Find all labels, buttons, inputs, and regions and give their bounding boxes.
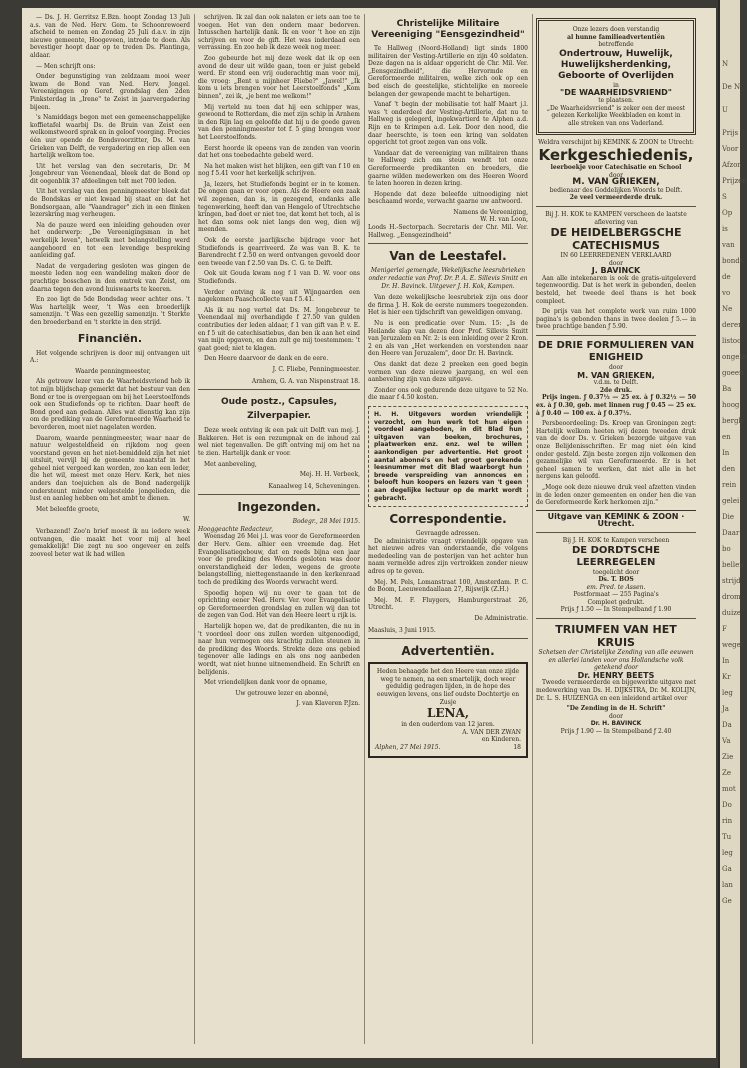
paragraph: Ons dankt dat deze 2 preeken een goed begin vormen van deze nieuwe jaargang, en wel een aanbeveling zijn van deze uitgave. [368, 361, 528, 384]
signature: De Administratie. [474, 615, 528, 623]
paragraph: Woensdag 26 Mei j.l. was voor de Gereformeerden der Herv. Gem. alhier een vreemde dag. Het Evangelisatiegebouw, dat en reeds bijna een jaar voor de prediking des Woords gesloten was door onverstandigheid der leden, wegens de groote belangstelling, niettegenstaande in den kerkenraad toch de prediking des Woords verwacht werd. [198, 533, 360, 587]
paragraph: Zonder ons ook gedurende deze uitgave te 52 No. die maar f 4.50 kosten. [368, 386, 528, 402]
adjacent-page-fragment: U [722, 106, 728, 114]
paragraph: Verbazend! Zoo'n brief moest ik nu iedere week ontvangen, die maakt het voor mij al heel gemakkelijk! Die zegt nu soo ongeveer en zelfs zooveel beter wat ik had willen [30, 528, 190, 558]
ad-title: DE DRIE FORMULIEREN VAN ENIGHEID [537, 340, 695, 364]
section-heading-correspondentie: Correspondentie. [389, 512, 507, 527]
paragraph: Te Hallweg (Noord-Holland) ligt sinds 1800 militairen der Vesting-Artillerie en zijn 40 soldaten. Deze dagen na is aldaar opgericht de Chr. Mil. Ver. „Eensgezindheid", die Hervormde en Gereformeerde militairen, welke zich ook op een bed eisch de geestelijke, stichtelijke en moreele belangen der gewapende macht te behartigen. [368, 45, 528, 98]
adjacent-page-fragment: Do [722, 801, 732, 809]
ad-author: Ds. T. BOS [598, 576, 634, 584]
paragraph: Verder ontving ik nog uit Wijngaarden een nagekomen Paaschcollecte van f 5.41. [198, 288, 360, 304]
column-4-advertisements [536, 14, 696, 1050]
catechismus-ad [536, 211, 696, 331]
ad-text: em. Pred. te Assen. [586, 583, 646, 591]
ad-title: DE DORDTSCHE LEERREGELEN [572, 544, 660, 568]
section-heading-financien: Financiën. [77, 331, 143, 345]
paragraph: Van deze wekelijksche leesrubriek zijn ons door de firma J. H. Kok de eerste nummers toegezonden. Het is hier een tijdschrift van geweldigen omvang. [368, 294, 528, 317]
paragraph: Met vriendelijken dank voor de opname, [204, 679, 328, 687]
paragraph: Zoo gebeurde het mij deze week dat ik op een avond de deur uit wilde gaan, toen er juist gebeld werd. Er stond een vrij ouderachtig man voor mij, die vroeg: „Bent u mijnheer Fliebe?" „Jawel!" „Ik kom u iets brengen voor het Leerstoelfonds" „Kom binnen", zei ik, „je bent me welkom!" [198, 54, 360, 100]
adjacent-page-fragment: goeen [722, 369, 744, 377]
column-rule [364, 14, 365, 1044]
ad-author: M. VAN GRIEKEN, [577, 370, 655, 380]
paragraph: Waarde penningmeester, [75, 367, 151, 375]
adjacent-page-fragment: In [722, 449, 730, 457]
ad-text: door [609, 364, 623, 372]
announcement-footer [375, 744, 521, 752]
adjacent-page-fragment: Va [722, 737, 731, 745]
signature: J. C. Fliebe, Penningmeester. [272, 365, 360, 373]
date-line: Maasluis, 3 Juni 1915. [368, 626, 436, 634]
ad-review: „Moge ook deze nieuwe druk veel afzetten vinden in de leden onzer gemeenten en onder hen die van de Gereformeerde Kerk herkomen zijn." [536, 483, 696, 507]
column-1 [30, 14, 190, 1050]
signature-details: Loods H.-Sectorpach. Secretaris der Chr. Mil. Ver. Hallweg. „Eensgezindheid" [368, 224, 528, 239]
ad-title: DE HEIDELBERGSCHE CATECHISMUS [550, 226, 682, 253]
ad-paper-name: "DE WAARHEIDSVRIEND" [560, 88, 672, 98]
adjacent-page-fragment: S [722, 193, 727, 201]
ad-subtitle: leerboekje voor Catechisatie en School [550, 163, 682, 171]
adjacent-page-fragment: Ne [722, 305, 733, 313]
adjacent-page-fragment: Die [722, 513, 734, 521]
adjacent-page-fragment: Op [722, 209, 733, 217]
paragraph: Daarom, waarde penningmeester, waar naar de natuur welgesteldheid en rijkdom nog geen voorstand geven en het niet-bemiddeld zijn het niet uitsluit, vervijl bij de gemeente maatstaf in het geheel niet vergoed kan worden, zoo kan een leder, die het wil, meest met onze Herv. Kerk, het nies anders dan toejuichen als de Bond nadergelijk ondersteunt minder welgestelde jongelieden, die lust en aanleg hebben om het ambt te dienen. [30, 434, 190, 503]
announcement-age: in den ouderdom van 12 jaren. [401, 721, 495, 729]
adjacent-page-fragment: Da [722, 721, 732, 729]
section-heading-leestafel: Van de Leestafel. [389, 249, 507, 264]
announcement-signer-family: en Kinderen. [481, 736, 521, 744]
adjacent-page-fragment: De N [722, 83, 741, 91]
divider [536, 206, 696, 207]
section-heading-advertentien: Advertentiën. [401, 644, 495, 659]
ad-text: "De Zending in de H. Schrift" [566, 705, 666, 713]
paragraph: Mij verteld nu toen dat hij een schipper was, gewoond te Rotterdam, die met zijn schip in Arnhem in den Rijn lag en geloofde dat hij u de goede gaven van den penningmeester tot f. 5 ging brengen voor het Leerstoelfonds. [198, 103, 360, 141]
signature: J. van Klaveren P.Jzn. [296, 700, 360, 708]
paragraph: Met aanbeveling, [204, 460, 257, 468]
section-heading-militaire: Christelijke Militaire Vereeniging "Eensgezindheid" [371, 19, 525, 40]
adjacent-page-fragment: rein [722, 481, 737, 489]
ad-text: te plaatsen. [598, 96, 634, 104]
column-rule [194, 14, 195, 1044]
adjacent-page-fragment: Prijs [722, 129, 739, 137]
paragraph: Spoedig hopen wij nu over te gaan tot de oprichting eener Ned. Herv. Ver. voor Evangelisatie op Gereformeerden grondslag en zullen wij dan tot de zegen van God. Het van den Heere leert u rijk is. [198, 589, 360, 620]
paragraph: De administratie vraagt vriendelijk opgave van het nieuwe adres van onderstaande, die volgens mededeeling van de posterijen van het achter hun naam vermelde adres zijn vertrokken zonder nieuw adres op te geven. [368, 537, 528, 576]
paragraph: Na het maken wist het blijken, een gift van f 10 en nog f 5.41 voor het kerkelijk schrijven. [198, 162, 360, 178]
ad-text: door [609, 171, 623, 179]
adjacent-page-edge [718, 0, 747, 1068]
adjacent-page-fragment: listoc [722, 337, 742, 345]
announcement-number: 18 [513, 743, 521, 751]
divider [368, 243, 528, 244]
ad-text: „De Waarheidsvriend" is zeker een der meest gelezen Kerkelijke Weekbladen en komt in alle streken van ons Vaderland. [546, 104, 686, 127]
adjacent-page-fragment: vo [722, 289, 731, 297]
ad-text: Bij J. H. KOK te Kampen verscheen [562, 536, 670, 544]
leerregelen-ad [536, 537, 696, 614]
section-heading-ingezonden: Ingezonden. [237, 500, 321, 515]
ad-text: v.d.m. te Delft. [593, 379, 639, 387]
ad-text: Bij J. H. KOK te KAMPEN verscheen de laatste aflevering van [545, 210, 687, 226]
adjacent-page-fragment: bonds [722, 257, 744, 265]
adjacent-page-fragment: deren [722, 321, 743, 329]
paragraph: Eerst hoorde ik opeens van de zenden van voorin dat het ons toebedachte gebeld werd. [198, 144, 360, 160]
news-item: Onder begunstiging van zeldzaam mooi weer kwam de Bond van Ned. Herv. Jongel. Vereenigingen op Geref. grondslag den 2den Pinksterdag in „Irene" te Zeist in jaarvergadering bijeen. [30, 73, 190, 111]
paragraph: Ook uit Gouda kwam nog f 1 van D. W. voor ons Studiefonds. [198, 270, 360, 285]
ad-text: door [609, 259, 623, 267]
ad-author: Dr. HENRY BEETS [577, 670, 655, 680]
paragraph: Ook de eerste jaarlijksche bijdrage voor het Studiefonds is gearriveerd. Ze was van B. K. te Barendrecht f 2.50 en werd ontvangen gevoeld door een tweede van f 2.50 van Ds. C. G. te Delft. [198, 237, 360, 267]
book-description: Menigerlei gemengde, Wekelijksche leesrubrieken onder redactie van Prof. Dr. P. A. E. Sillevis Smitt en Dr. H. Bavinck. Uitgever J. H. Kok, Kampen. [368, 267, 528, 291]
paragraph: Het volgende schrijven is door mij ontvangen uit A.: [30, 349, 190, 365]
ad-text: Postformaat — 255 Pagina's [573, 591, 659, 599]
letter-salutation: Hooggeachte Redacteur, [198, 525, 274, 533]
adjacent-page-fragment: bo [722, 545, 731, 553]
divider [198, 389, 360, 390]
signature-address: Kanaalweg 14, Scheveningen. [268, 482, 360, 490]
paragraph: Mej. M. F. Fluygers, Hamburgerstraat 26, Utrecht. [368, 596, 528, 612]
adjacent-page-fragment: lan [722, 881, 733, 889]
paragraph: Hartelijk hopen we, dat de predikanten, die nu in 't voordeel door ons zullen worden uitgenoodigd, naar hun vermogen ons krachtig zullen steunen in de prediking des Woords. Strekte deze ons gebied tegenover alle ladings en als ons nog aanbeden wordt, wat niet hunne uitnemendheid. En Schrift en belijdenis. [198, 623, 360, 676]
adjacent-page-fragment: is [722, 225, 728, 233]
adjacent-page-fragment: mot [722, 785, 736, 793]
kerkgeschiedenis-ad [536, 139, 696, 202]
paragraph: Vandaar dat de vereeniging van militairen thans te Hallweg zich om steun wendt tot onze Gereformeerde predikanten en broeders, die gaarne wilden medewerken om des Heeren Woord te laten hooren in dezen kring. [368, 149, 528, 188]
death-announcement [368, 662, 528, 757]
ad-text: toegelicht door [592, 568, 640, 576]
adjacent-page-fragment: bergh [722, 417, 743, 425]
ad-highlight: Ondertrouw, Huwelijk, Huwelijksherdenking, Geboorte of Overlijden [558, 48, 674, 81]
adjacent-page-fragment: In [722, 657, 730, 665]
ad-text: betreffende [598, 41, 634, 49]
ad-author: Dr. H. BAVINCK [590, 720, 642, 728]
ad-text: bedienaar des Goddelijken Woords te Delft. [549, 186, 683, 194]
adjacent-page-fragment: Voor [722, 145, 739, 153]
paragraph: Uw getrouwe lezer en abonné, [235, 689, 329, 697]
ad-text: Onze lezers doen verstandig [572, 26, 660, 33]
ad-review: Persbeoordeeling: Ds. Kroep van Groningen zegt: Hartelijk welkom heeten wij dezen tweeden druk van de door Ds. v. Grieken bezorgde uitgave van onze Belijdenisschriften. Er mag niet één kind onder gesteld. Zijn beste zorgen zijn volkomen den gezamelijke wil van Gereformeerde. Er is het geheel samen te werken, dat niet alle in het nergens kan geloofd. [536, 420, 696, 481]
ad-text: al hunne familieadvertentiën [567, 33, 665, 41]
adjacent-page-fragment: hoog [722, 401, 740, 409]
adjacent-page-fragment: Kr [722, 673, 731, 681]
adjacent-page-fragment: en [722, 433, 731, 441]
adjacent-page-fragment: Ga [722, 865, 732, 873]
ad-price: Prijs ƒ 1.90 — In Stempelband ƒ 2.40 [560, 728, 672, 735]
adjacent-page-fragment: Prijzen [722, 177, 747, 185]
triumfen-ad [536, 623, 696, 736]
publisher-notice-box: H. H. Uitgevers worden vriendelijk verzocht, om hun werk tot hun eigen voordeel aangeboden, in dit Blad hun uitgaven van boeken, brochures, plaatwerken enz. enz. wel te willen aankondigen per advertentie. Het groot aantal abonné's en het groot gerekende leesnummer met dit Blad waarborgt hun breede verspreiding van annonces en belooft hun koopers en lezers van 't geen aan degelijke lectuur op de markt wordt gebracht. [368, 406, 528, 507]
ad-edition: 2e veel vermeerderde druk. [569, 194, 663, 202]
ad-text: door [609, 712, 623, 720]
paragraph: Nu is een predicatie over Num. 15: „Is de Heilande slap van dezen door Prof. Sillevis Smitt van Jeruzalem en Nr. 2: is een inleiding over 2 Kron. 2 en als van „Het werkenden en vorstenden naar den Heere van Jeruzalem", door Dr. H. Bavinck. [368, 320, 528, 358]
adjacent-page-fragment: Tu [722, 833, 732, 841]
adjacent-page-fragment: Ze [722, 769, 732, 777]
adjacent-page-fragment: leg [722, 689, 733, 697]
ad-author: J. BAVINCK [591, 266, 641, 276]
signature: W. H. van Loon, [480, 216, 528, 224]
news-item: 's Namiddags begon met een gemeenschappelijke koffietafel waarbij Ds. de Bruin van Zeist een welkomstwoord sprak en in geloof voorging. Precies één uur opende de Bondsvoorzitter, Ds. M. van Grieken van Delft, de vergadering en riep allen een hartelijk welkom toe. [30, 114, 190, 160]
adjacent-page-fragment: rin [722, 817, 733, 825]
signature: Namens de Vereeniging, [453, 208, 528, 216]
adjacent-page-fragment: Ja [722, 705, 729, 713]
paragraph: Als getrouw lezer van de Waarheidsvriend heb ik tot mijn blijdschap gemerkt dat het bestuur van den Bond er toe is overgegaan om bij het Leerstoelfonds ook een Studiefonds op te richten. Daar heeft de Bond goed aan gedaan. Alles wat dienstig kan zijn om de prediking van de Gereformeerde Waarheid te bevorderen, moet niet nagelaten worden. [30, 378, 190, 431]
news-item: Uit het verslag van den penningmeester bleek dat de Bondskas er niet kwaad bij staat en dat het Bondsorgaan, alle "Vaandrager" zich in een flinken lezerskring mag verheugen. [30, 188, 190, 219]
adjacent-page-fragment: de [722, 273, 731, 281]
paragraph: schrijven. Ik zal dan ook nalaten er iets aan toe te voegen. Het van den ondern maar bedorven. Intusschen hartelijk dank. Ik en voor 't hoe en zijn schrijven en voor de gift. Het was inderdaad een verrassing. En zoo heb ik deze week nog meer. [198, 14, 360, 52]
paragraph: Ja, lezers, het Studiefonds begint er in te komen. De ongen gaan er voor open. Als de Heere een zaak wil zegenen, dan is, in gezegend, endanks alle tegenwerking, heeft dan van Hengelo of Utrechtsche kringen, bad doet er niet toe, dat komt het toch, al is het dan soms ook niet langs den weg, dien wij meenden. [198, 180, 360, 234]
column-2 [198, 14, 360, 1050]
adjacent-page-fragment: Zie [722, 753, 734, 761]
waarheidsvriend-ad [536, 18, 696, 135]
adjacent-page-fragment: drom [722, 593, 741, 601]
ad-text: Compleet gedrukt. [587, 598, 645, 606]
formulieren-ad [536, 340, 696, 528]
column-3 [368, 14, 528, 1050]
announcement-date: Alphen, 27 Mei 1915. [375, 743, 441, 751]
adjacent-page-fragment: Ba [722, 385, 732, 393]
paragraph: Deze week ontving ik een pak uit Delft van mej. J. Bakkeren. Het is een rezumpnak en de inhoud zal wel niet tegenvallen. De gift ontving mij om het na te zien. Hartelijk dank er voor. [198, 427, 360, 457]
ad-publisher: Uitgave van KEMINK & ZOON · Utrecht. [536, 510, 696, 528]
adjacent-page-fragment: wegel [722, 641, 743, 649]
ad-price: De prijs van het complete werk van ruim 1000 pagina's is gebonden thans in twee deelen ƒ 5.— in twee prachtige banden ƒ 5.90. [536, 308, 696, 331]
divider [198, 494, 360, 495]
column-rule [532, 14, 533, 1044]
paragraph: Als ik nu nog vertel dat Ds. M. Jongebreur te Veenendaal mij overhandigde f 27.50 van gulden contributies der leden aldaar, f 1 van gift van P. v. E. en f 5 uit de catechisatiebus, dan ben ik aan het eind van mijn opgaven, en dan zult ge mij toestemmen: 't gaat goed; niet te klagen. [198, 306, 360, 352]
paragraph: Met beleefde groete, [36, 505, 100, 513]
signature: W. [182, 516, 190, 524]
divider [536, 335, 696, 336]
adjacent-page-fragment: N [722, 60, 729, 68]
adjacent-page-fragment: F [722, 625, 727, 633]
adjacent-page-fragment: bellen [722, 561, 744, 569]
adjacent-page-fragment: den [722, 465, 736, 473]
adjacent-page-fragment: gelei [722, 497, 740, 505]
ad-text: Tweede vermeerderde en bijgewerkte uitgave met medewerking van Ds. H. DIJKSTRA, Dr. M. KOLIJN, Dr. L. S. HUIZENGA en een inleidend artikel over [536, 679, 696, 702]
announcement-text: Heden behaagde het den Heere van onze zijde weg te nemen, na een smartelijk, doch weer geduldig gedragen lijden, in de hope des eeuwigen levens, ons lief oudste Dochtertje en Zusje [376, 668, 520, 706]
paragraph: Den Heere daarvoor de dank en de eere. [204, 355, 329, 363]
adjacent-page-fragment: strijd [722, 577, 741, 585]
section-heading-postzegels: Oude postz., Capsules, Zilverpapier. [220, 397, 338, 422]
adjacent-page-fragment: Daar [722, 529, 740, 537]
ad-price: Prijs ingen. ƒ 0.37½ — 25 ex. à ƒ 0.32½ — 50 ex. à ƒ 0.30, geb. met linnen rug ƒ 0.45 — 25 ex. à ƒ 0.40 — 100 ex. à ƒ 0.37½. [536, 394, 696, 417]
adjacent-page-fragment: leg [722, 849, 733, 857]
signature-address: Arnhem, G. A. van Nispenstraat 18. [251, 377, 360, 385]
ad-title: Kerkgeschiedenis, [538, 145, 694, 164]
adjacent-page-fragment: ongelo [722, 353, 746, 361]
announcement-signer: A. VAN DER ZWAN [462, 728, 521, 736]
ad-text: Aan alle intekenaren is ook de gratis-uitgeleverd tegenwoordig. Dat is het werk in gebonden, deelen besteld, het tweede deel thans is het boek compleet. [536, 274, 696, 305]
news-item: En zoo ligt de 5de Bondsdag weer achter ons. 't Was hartelijk weer, 't Was een broederlijk samenzijn. 't Was een gezellig samenzijn. 't Sterkte den broederband en 't sterkte in den strijd. [30, 296, 190, 326]
adjacent-page-text [720, 60, 747, 906]
adjacent-page-fragment: duize [722, 609, 742, 617]
letter-date: Bodegr., 28 Mei 1915. [292, 518, 360, 526]
ad-text: Weldra verschijnt bij KEMINK & ZOON te Utrecht: [538, 139, 694, 147]
ad-edition: 2de druk. [599, 386, 633, 394]
ad-subtitle: IN 60 LEERREDENEN VERKLAARD [560, 252, 672, 260]
ad-price: Prijs ƒ 1.50 — In Stempelband ƒ 1.90 [560, 606, 672, 614]
ad-subtitle: Schetsen der Christelijke Zending van alle eeuwen en allerlei landen voor ons Hollandsche volk getekend door [538, 649, 694, 672]
subheading: Gevraagde adressen. [415, 530, 481, 538]
news-item: — Ds. J. H. Gerritsz E.Bzn. hoopt Zondag 13 Juli a.s. van de Ned. Herv. Gem. te Schoonrewoerd afscheid te nemen en Zondag 25 Juli d.a.v. in zijn nieuwe gemeente, Hoogeveen, intrede te doen. Als bevestiger hoopt daar op te treden Ds. Plantinga, aldaar. [30, 14, 190, 59]
news-item: Nadat de vergadering gesloten was gingen de meeste leden nog een wandeling maken door de prachtige bosschen in den omtrek van Zeist, om daarna tegen den avond huiswaarts te keeren. [30, 262, 190, 293]
ad-text: in [613, 81, 619, 89]
news-item: Na de pauze werd een inleiding gehouden over het onderwerp: „De Vereenigingsman in het werkelijk leven", hetwelk met belangstelling werd aangehoord en tot een levendige bespreking aanleiding gaf. [30, 221, 190, 260]
signature: Mej. H. H. Verbeek, [299, 471, 360, 479]
paragraph: Vanaf 't begin der mobilisatie tot half Maart j.l. was 't onderdeel der Vesting-Artillerie, dat nu te Hallweg is gelegerd, ingekwartierd te Alphen a.d. Rijn en te Krimpen a.d. Lek. Door den nood, die daar heerschte, is toen een kring van soldaten opgericht tot groot zegen van ons volk. [368, 101, 528, 147]
news-item: — Men schrijft ons: [36, 62, 96, 70]
ad-author: M. VAN GRIEKEN, [572, 177, 660, 188]
adjacent-page-fragment: van [722, 241, 735, 249]
ad-title: TRIUMFEN VAN HET KRUIS [555, 623, 677, 650]
paragraph: Mej. M. Pels, Lomanstraat 100, Amsterdam. P. C. de Boom, Leeuwendaallaan 27, Rijswijk (Z.H.) [368, 578, 528, 594]
deceased-name: LENA, [426, 706, 470, 721]
paragraph: Hopende dat deze beleefde uitnoodiging niet beschaamd worde, verwacht gaarne uw antwoord. [368, 190, 528, 206]
divider [536, 532, 696, 533]
divider [368, 638, 528, 639]
news-item: Uit het verslag van den secretaris, Dr. M Jongebreur van Veenendaal, bleek dat de Bond op dit oogenblik 37 afdeelingen telt met 700 leden. [30, 162, 190, 185]
adjacent-page-fragment: Ge [722, 897, 732, 905]
divider [536, 618, 696, 619]
adjacent-page-fragment: Afzon [722, 161, 742, 169]
